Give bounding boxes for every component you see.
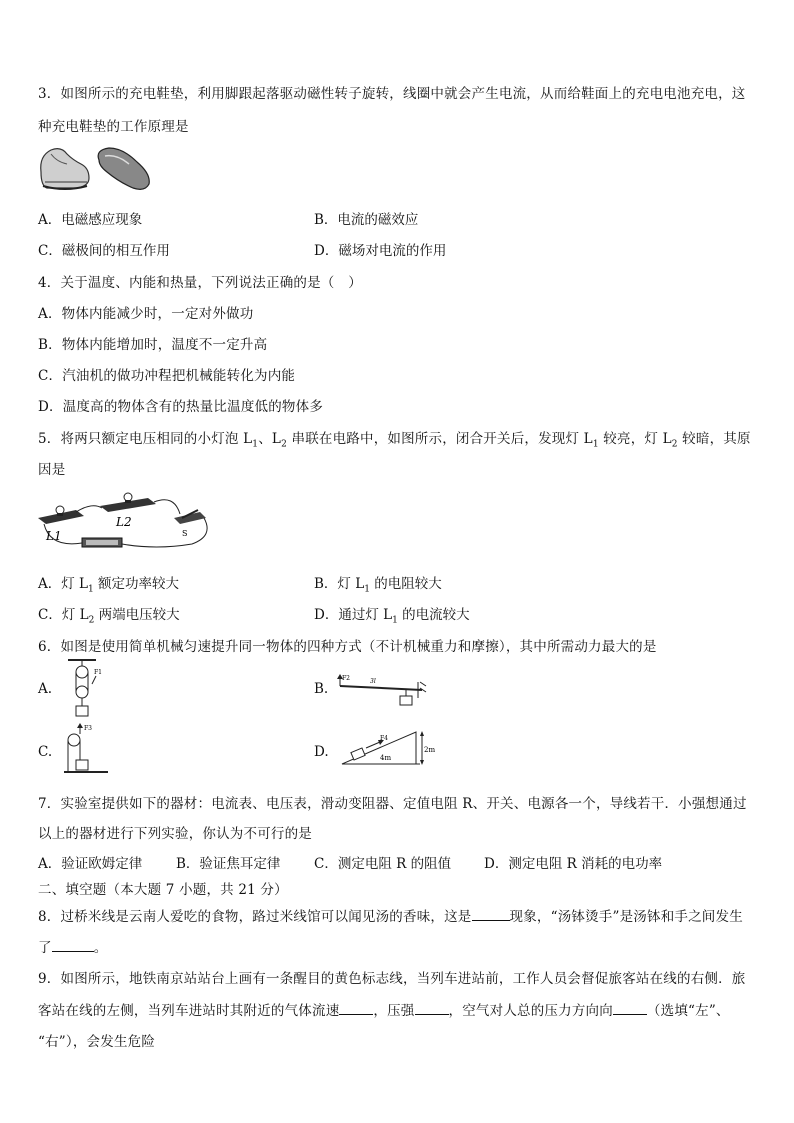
- q7-option-a: A．验证欧姆定律: [38, 856, 143, 872]
- q9-line1: 9．如图所示，地铁南京站站台上画有一条醒目的黄色标志线，当列车进站前，工作人员会督促旅客站在线的右侧．旅: [38, 971, 746, 987]
- q6-option-c: C.: [38, 744, 53, 760]
- q8-blank-2[interactable]: [52, 939, 94, 952]
- q6-option-d: D.: [314, 744, 329, 760]
- incline-height-label: 2m: [424, 746, 436, 754]
- q9-blank-1[interactable]: [339, 1002, 373, 1015]
- q7-option-c: C．测定电阻 R 的阻值: [314, 856, 452, 872]
- q6-stem: 6．如图是使用简单机械匀速提升同一物体的四种方式（不计机械重力和摩擦），其中所需动力最大的是: [38, 639, 657, 655]
- section-title: 二、填空题（本大题 7 小题，共 21 分）: [38, 882, 288, 898]
- q5-option-d: D．通过灯 $L_1$ 的电流较大: [314, 607, 470, 626]
- series-circuit-figure: [36, 488, 212, 558]
- q3-stem-line2: 种充电鞋垫的工作原理是: [38, 119, 189, 135]
- pulley-figure-c: [62, 722, 110, 776]
- q4-option-b: B．物体内能增加时，温度不一定升高: [38, 337, 268, 353]
- q5-option-b: B．灯 $L_1$ 的电阻较大: [314, 576, 442, 595]
- q4-option-a: A．物体内能减少时，一定对外做功: [38, 306, 254, 322]
- f2-label: F2: [342, 675, 350, 682]
- q6-option-b: B.: [314, 681, 329, 697]
- pulley-figure-a: [66, 658, 106, 720]
- l1-label: L1: [46, 529, 62, 543]
- q7-stem-line1: 7．实验室提供如下的器材：电流表、电压表，滑动变阻器、定值电阻 R、开关、电源各一个，导线若干．小强想通过: [38, 796, 747, 812]
- charging-insole-figure: [37, 142, 157, 194]
- q9-line2: 客站在线的左侧，当列车进站时其附近的气体流速 ，压强 ，空气对人总的压力方向向 （选填“左”、: [38, 1003, 730, 1019]
- lever-figure-b: [336, 672, 430, 708]
- q5-option-c: C．灯 $L_2$ 两端电压较大: [38, 607, 180, 626]
- switch-label: S: [182, 529, 188, 538]
- f1-label: F1: [94, 669, 102, 676]
- l2-label: L2: [116, 515, 132, 529]
- q4-stem: 4．关于温度、内能和热量，下列说法正确的是（ ）: [38, 275, 362, 291]
- incline-length-label: 4m: [380, 754, 392, 762]
- incline-figure-d: [340, 728, 436, 770]
- q9-blank-2[interactable]: [415, 1002, 449, 1015]
- q6-option-a: A.: [38, 681, 53, 697]
- f4-label: F4: [380, 735, 388, 742]
- q4-option-d: D．温度高的物体含有的热量比温度低的物体多: [38, 399, 324, 415]
- q9-line3: “右”），会发生危险: [38, 1034, 156, 1050]
- q7-option-d: D．测定电阻 R 消耗的电功率: [484, 856, 663, 872]
- q8-blank-1[interactable]: [472, 908, 510, 921]
- q8-line1: 8．过桥米线是云南人爱吃的食物，路过米线馆可以闻见汤的香味，这是 现象，“汤钵烫手”是汤钵和手之间发生: [38, 909, 743, 925]
- lever-length-label: 3l: [370, 678, 376, 685]
- q3-option-d: D．磁场对电流的作用: [314, 243, 447, 259]
- q4-option-c: C．汽油机的做功冲程把机械能转化为内能: [38, 368, 296, 384]
- q7-stem-line2: 以上的器材进行下列实验，你认为不可行的是: [38, 826, 312, 842]
- q5-option-a: A．灯 $L_1$ 额定功率较大: [38, 576, 180, 595]
- q9-blank-3[interactable]: [613, 1002, 647, 1015]
- q3-option-a: A．电磁感应现象: [38, 212, 143, 228]
- q5-stem-line2: 因是: [38, 462, 66, 478]
- q5-stem-line1: 5．将两只额定电压相同的小灯泡 $L_1$、$L_2$ 串联在电路中，如图所示，闭合开关后，发现灯 $L_1$ 较亮，灯 $L_2$ 较暗，其原: [38, 431, 751, 450]
- q7-option-b: B．验证焦耳定律: [176, 856, 281, 872]
- q3-option-b: B．电流的磁效应: [314, 212, 419, 228]
- q3-stem-line1: 3．如图所示的充电鞋垫，利用脚跟起落驱动磁性转子旋转，线圈中就会产生电流，从而给鞋面上的充电电池充电，这: [38, 86, 746, 102]
- q3-option-c: C．磁极间的相互作用: [38, 243, 170, 259]
- q8-line2: 了 。: [38, 940, 108, 956]
- f3-label: F3: [84, 725, 92, 732]
